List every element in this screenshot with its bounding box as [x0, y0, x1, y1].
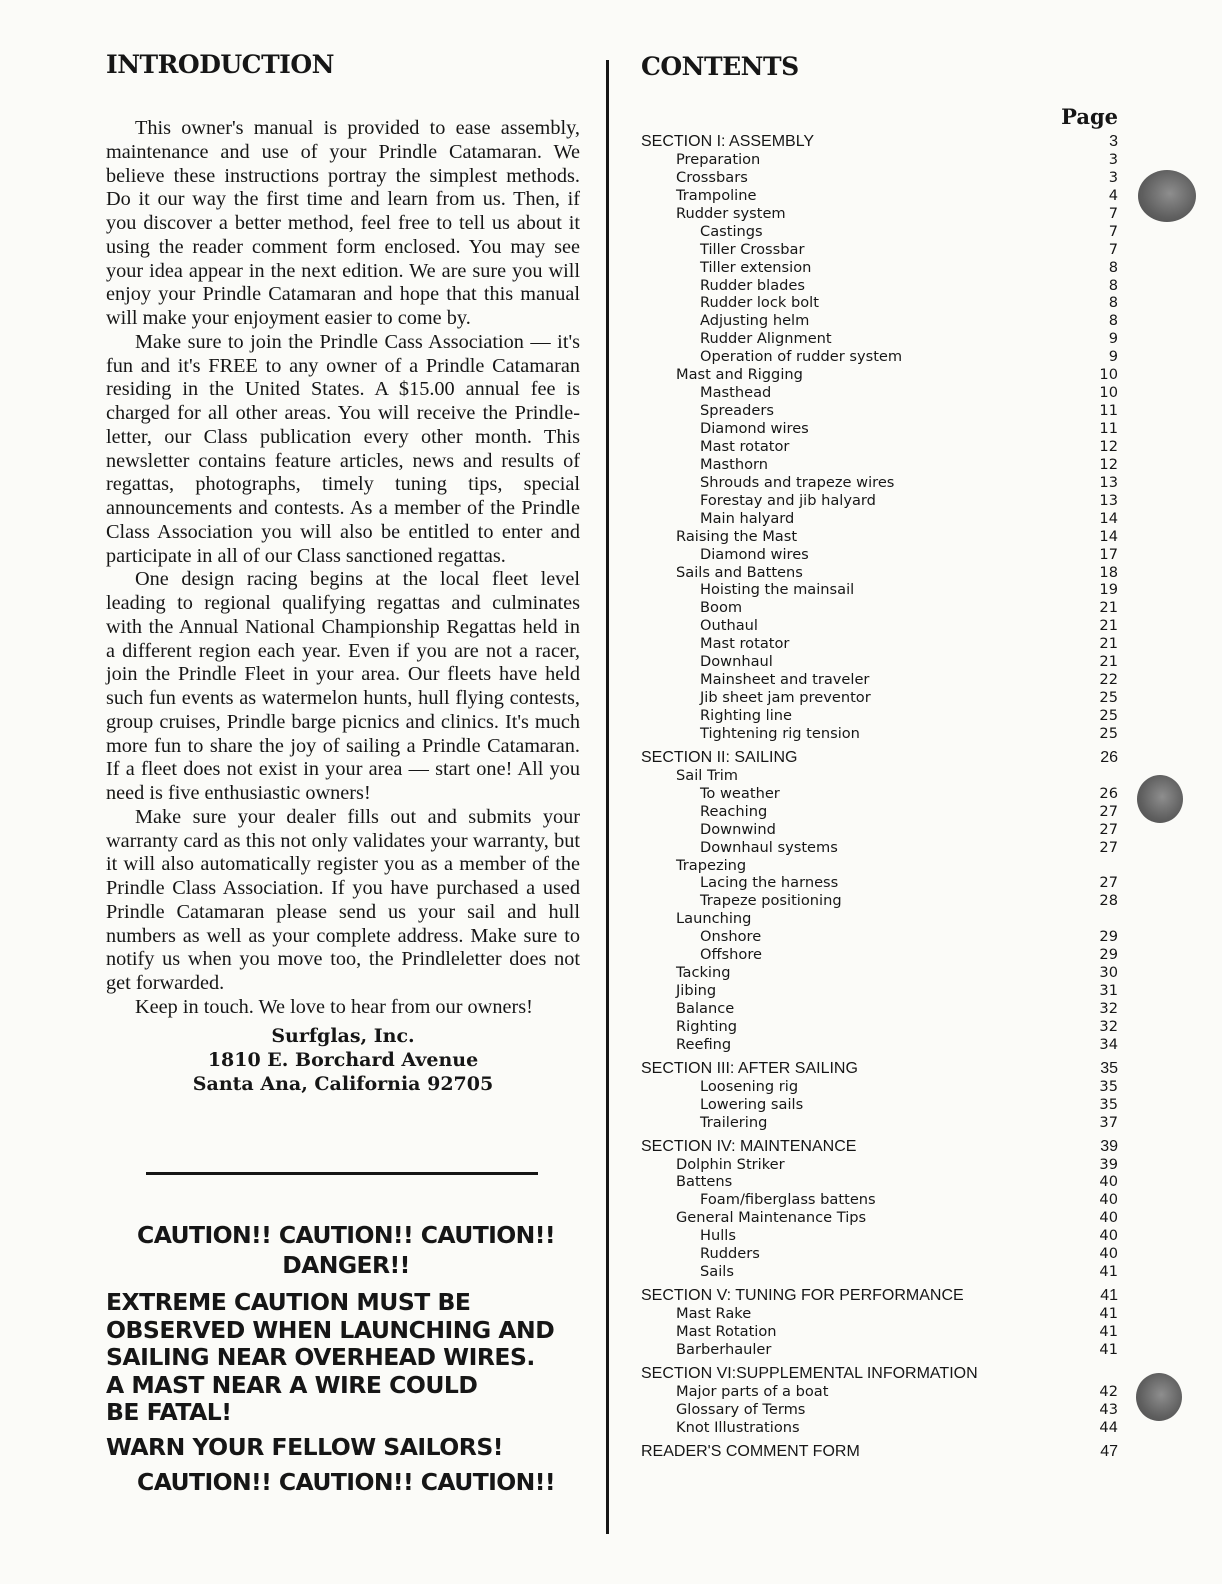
- toc-page-number: 7: [1108, 204, 1118, 222]
- toc-label: Adjusting helm: [700, 312, 810, 330]
- toc-entry: [641, 1078, 1118, 1096]
- toc-label: Onshore: [700, 928, 762, 946]
- toc-label: Barberhauler: [676, 1340, 772, 1358]
- toc-page-number: 35: [1100, 1059, 1118, 1077]
- toc-entry: [641, 456, 1118, 474]
- toc-entry: [641, 785, 1118, 803]
- toc-page-number: 32: [1099, 1000, 1118, 1017]
- toc-page-number: 27: [1099, 820, 1118, 838]
- toc-page-number: 25: [1099, 689, 1118, 707]
- toc-label: Mast Rake: [676, 1305, 752, 1322]
- toc-entry: [641, 564, 1118, 582]
- toc-entry: [641, 528, 1118, 546]
- toc-entry: [641, 617, 1118, 635]
- toc-entry: [641, 1341, 1118, 1359]
- toc-page-number: 42: [1099, 1382, 1118, 1400]
- toc-label: Hoisting the mainsail: [700, 581, 855, 599]
- toc-label: Major parts of a boat: [676, 1382, 829, 1400]
- toc-label: Crossbars: [676, 168, 748, 186]
- toc-entry: [641, 857, 1118, 875]
- toc-page-number: 40: [1099, 1191, 1118, 1209]
- introduction-column: [106, 50, 580, 1096]
- toc-label: Lacing the harness: [700, 874, 839, 892]
- company-address: [106, 1024, 580, 1096]
- danger-line: DANGER!!: [282, 1251, 410, 1279]
- toc-entry: [641, 384, 1118, 402]
- toc-entry: [641, 1383, 1118, 1401]
- toc-label: Dolphin Striker: [676, 1155, 785, 1173]
- toc-label: Mast rotator: [700, 437, 790, 455]
- binder-hole: [1138, 170, 1196, 222]
- toc-page-number: 22: [1099, 671, 1118, 689]
- contents-heading: CONTENTS: [641, 52, 799, 81]
- toc-entry: [641, 982, 1118, 1000]
- toc-label: Mainsheet and traveler: [700, 671, 870, 689]
- toc-page-number: 39: [1099, 1155, 1118, 1173]
- warn-fellow-sailors: WARN YOUR FELLOW SAILORS!: [106, 1432, 504, 1461]
- column-divider: [606, 60, 609, 1534]
- toc-label: Diamond wires: [700, 545, 809, 563]
- toc-page-number: 40: [1099, 1245, 1118, 1263]
- toc-label: Trailering: [700, 1113, 768, 1131]
- warning-line: BE FATAL!: [106, 1398, 232, 1427]
- toc-page-number: 12: [1099, 455, 1118, 473]
- toc-page-number: 13: [1099, 473, 1118, 491]
- toc-label: Battens: [676, 1173, 733, 1191]
- toc-section: [641, 1365, 1118, 1383]
- toc-label: Rudders: [700, 1245, 760, 1263]
- toc-entry: [641, 420, 1118, 438]
- toc-page-number: 3: [1108, 150, 1118, 168]
- toc-label: Spreaders: [700, 402, 774, 420]
- toc-entry: [641, 474, 1118, 492]
- toc-label: Masthorn: [700, 455, 769, 473]
- horizontal-rule: [146, 1172, 538, 1175]
- toc-entry: [641, 1000, 1118, 1018]
- toc-page-number: 8: [1108, 258, 1118, 276]
- toc-page-number: 30: [1099, 964, 1118, 982]
- toc-label: SECTION V: TUNING FOR PERFORMANCE: [641, 1287, 964, 1305]
- toc-entry: [641, 653, 1118, 671]
- toc-page-number: 11: [1099, 402, 1118, 420]
- toc-page-number: 35: [1099, 1095, 1118, 1113]
- binder-hole: [1137, 775, 1183, 823]
- toc-entry: [641, 294, 1118, 312]
- binder-hole: [1136, 1373, 1182, 1421]
- toc-entry: [641, 1096, 1118, 1114]
- toc-label: Glossary of Terms: [676, 1400, 806, 1418]
- toc-section: [641, 1287, 1118, 1305]
- caution-line: CAUTION!! CAUTION!! CAUTION!!: [137, 1467, 555, 1496]
- toc-page-number: 11: [1099, 420, 1118, 437]
- toc-entry: [641, 510, 1118, 528]
- toc-page-number: 39: [1100, 1137, 1118, 1155]
- toc-label: Mast rotator: [700, 635, 790, 653]
- intro-paragraph: This owner's manual is provided to ease assembly, maintenance and use of your Prindle Catamaran. We believe these instructions portray the simplest methods. Do it our way the first time and learn from us. Then, if you discover a better method, feel free to tell us about it using the reader comment form enclosed. You may see your idea appear in the next edition. We are sure you will enjoy your Prindle Catamaran and hope that this manual will make your enjoyment easier to come by.: [106, 117, 580, 329]
- toc-label: Hulls: [700, 1227, 736, 1245]
- toc-label: Sails and Battens: [676, 563, 803, 581]
- toc-page-number: 35: [1099, 1077, 1118, 1095]
- intro-paragraph: One design racing begins at the local fleet level leading to regional qualifying regattas and culminates with the Annual National Championship Regattas held in a different region each year. Even if you are not a racer, join the Prindle Fleet in your area. Our fleets have held such fun events as watermelon hunts, hull flying contests, group cruises, Prindle barge picnics and clinics. It's much more fun to share the joy of sailing a Prindle Catamaran. If a fleet does not exist in your area — start one! All you need is five enthusiastic owners!: [106, 568, 580, 804]
- toc-page-number: 13: [1099, 491, 1118, 509]
- toc-entry: [641, 546, 1118, 564]
- toc-label: Reaching: [700, 802, 768, 820]
- toc-entry: [641, 910, 1118, 928]
- street-address: 1810 E. Borchard Avenue: [207, 1048, 479, 1071]
- toc-page-number: 7: [1108, 222, 1118, 240]
- toc-entry: [641, 803, 1118, 821]
- toc-page-number: 7: [1108, 240, 1118, 258]
- toc-page-number: 3: [1108, 168, 1118, 186]
- toc-page-number: 9: [1108, 348, 1118, 366]
- toc-page-number: 47: [1100, 1442, 1118, 1460]
- toc-entry: [641, 492, 1118, 510]
- toc-label: To weather: [700, 784, 780, 802]
- toc-entry: [641, 1227, 1118, 1245]
- company-name: Surfglas, Inc.: [271, 1024, 415, 1047]
- toc-page-number: 41: [1099, 1322, 1118, 1340]
- toc-entry: [641, 1419, 1118, 1437]
- toc-page-number: 12: [1099, 437, 1118, 455]
- toc-entry: [641, 1156, 1118, 1174]
- toc-page-number: 21: [1099, 635, 1118, 653]
- toc-label: Jibing: [676, 982, 717, 1000]
- toc-label: Offshore: [700, 946, 762, 964]
- toc-entry: [641, 581, 1118, 599]
- page-column-header: Page: [1061, 104, 1118, 129]
- toc-entry: [641, 946, 1118, 964]
- toc-label: Mast and Rigging: [676, 366, 803, 384]
- toc-page-number: 29: [1099, 946, 1118, 964]
- toc-label: Rudder blades: [700, 276, 805, 294]
- toc-entry: [641, 223, 1118, 241]
- toc-label: SECTION II: SAILING: [641, 748, 798, 766]
- contents-column: [641, 52, 1118, 1461]
- toc-label: Downhaul systems: [700, 838, 838, 856]
- warning-line: EXTREME CAUTION MUST BE: [106, 1288, 471, 1316]
- toc-page-number: 29: [1099, 928, 1118, 946]
- toc-page-number: 18: [1099, 563, 1118, 581]
- toc-entry: [641, 187, 1118, 205]
- toc-page-number: 25: [1099, 724, 1118, 742]
- toc-entry: [641, 1305, 1118, 1323]
- toc-label: Downhaul: [700, 653, 773, 671]
- toc-label: Main halyard: [700, 509, 795, 527]
- toc-page-number: 14: [1099, 509, 1118, 527]
- toc-page-number: 9: [1108, 330, 1118, 348]
- toc-page-number: 44: [1099, 1418, 1118, 1436]
- toc-page-number: 26: [1099, 784, 1118, 802]
- intro-paragraph: Keep in touch. We love to hear from our owners!: [135, 995, 533, 1018]
- toc-entry: [641, 839, 1118, 857]
- toc-page-number: 8: [1108, 312, 1118, 330]
- toc-label: SECTION VI:SUPPLEMENTAL INFORMATION: [641, 1364, 978, 1382]
- toc-label: Castings: [700, 222, 763, 240]
- intro-paragraph: Make sure to join the Prindle Cass Association — it's fun and it's FREE to any owner of a Prindle Catamaran residing in the United States. A $15.00 annual fee is charged for all other areas. You will receive the Prindle-letter, our Class publication every other month. This newsletter contains feature articles, news and results of regattas, photographs, timely tuning tips, special announcements and contests. As a member of the Prindle Class Association you will also be entitled to enter and participate in all of our Class sanctioned regattas.: [106, 330, 580, 567]
- toc-entry: [641, 671, 1118, 689]
- toc-label: Lowering sails: [700, 1095, 804, 1113]
- toc-label: Foam/fiberglass battens: [700, 1191, 876, 1209]
- caution-line: CAUTION!! CAUTION!! CAUTION!!: [137, 1221, 555, 1249]
- toc-entry: [641, 1114, 1118, 1132]
- toc-page-number: 41: [1099, 1305, 1118, 1322]
- toc-page-number: 21: [1099, 599, 1118, 617]
- toc-label: Righting: [676, 1017, 737, 1035]
- toc-entry: [641, 964, 1118, 982]
- toc-entry: [641, 635, 1118, 653]
- city-state-zip: Santa Ana, California 92705: [192, 1072, 494, 1095]
- toc-label: Tacking: [676, 964, 731, 982]
- toc-label: Balance: [676, 1000, 735, 1017]
- toc-entry: [641, 277, 1118, 295]
- toc-label: Trapeze positioning: [700, 892, 842, 910]
- toc-page-number: 34: [1099, 1035, 1118, 1053]
- toc-label: Jib sheet jam preventor: [700, 689, 871, 707]
- toc-page-number: 17: [1099, 545, 1118, 563]
- toc-label: Launching: [676, 910, 752, 928]
- toc-page-number: 19: [1099, 581, 1118, 599]
- toc-entry: [641, 1191, 1118, 1209]
- toc-label: Tiller extension: [700, 258, 812, 276]
- toc-label: Mast Rotation: [676, 1322, 777, 1340]
- toc-entry: [641, 1018, 1118, 1036]
- toc-label: Operation of rudder system: [700, 348, 903, 366]
- toc-page-number: 3: [1109, 133, 1118, 150]
- toc-page-number: 27: [1099, 874, 1118, 892]
- toc-page-number: 14: [1099, 527, 1118, 545]
- toc-entry: [641, 348, 1118, 366]
- toc-label: Preparation: [676, 150, 761, 168]
- toc-page-number: 27: [1099, 838, 1118, 856]
- toc-entry: [641, 330, 1118, 348]
- extreme-caution-warning: [106, 1289, 586, 1427]
- toc-entry: [641, 767, 1118, 785]
- toc-page-number: 25: [1099, 707, 1118, 724]
- toc-entry: [641, 438, 1118, 456]
- toc-label: Tiller Crossbar: [700, 240, 805, 258]
- toc-label: SECTION III: AFTER SAILING: [641, 1059, 858, 1077]
- toc-label: Reefing: [676, 1035, 732, 1053]
- toc-label: Knot Illustrations: [676, 1418, 800, 1436]
- toc-label: Raising the Mast: [676, 527, 798, 545]
- toc-label: READER'S COMMENT FORM: [641, 1442, 860, 1460]
- toc-section: [641, 133, 1118, 151]
- toc-page-number: 40: [1099, 1227, 1118, 1245]
- toc-section: [641, 1060, 1118, 1078]
- toc-section: [641, 749, 1118, 767]
- warning-line: A MAST NEAR A WIRE COULD: [106, 1370, 478, 1399]
- introduction-body: [106, 117, 580, 1020]
- toc-entry: [641, 312, 1118, 330]
- toc-label: Forestay and jib halyard: [700, 491, 876, 509]
- toc-entry: [641, 874, 1118, 892]
- toc-entry: [641, 1173, 1118, 1191]
- toc-entry: [641, 402, 1118, 420]
- warning-line: SAILING NEAR OVERHEAD WIRES.: [106, 1343, 535, 1372]
- toc-label: Boom: [700, 599, 743, 617]
- toc-page-number: 40: [1099, 1209, 1118, 1227]
- toc-entry: [641, 205, 1118, 223]
- toc-page-number: 41: [1099, 1340, 1118, 1358]
- toc-label: Shrouds and trapeze wires: [700, 473, 895, 491]
- toc-entry: [641, 892, 1118, 910]
- toc-page-number: 41: [1100, 1287, 1118, 1305]
- toc-label: Righting line: [700, 707, 792, 724]
- toc-entry: [641, 169, 1118, 187]
- toc-page-number: 41: [1099, 1263, 1118, 1281]
- toc-entry: [641, 1209, 1118, 1227]
- toc-entry: [641, 689, 1118, 707]
- toc-entry: [641, 928, 1118, 946]
- table-of-contents: [641, 133, 1118, 1461]
- toc-label: Trampoline: [676, 186, 757, 204]
- toc-entry: [641, 151, 1118, 169]
- toc-entry: [641, 1263, 1118, 1281]
- toc-page-number: 21: [1099, 653, 1118, 671]
- toc-label: Masthead: [700, 384, 772, 402]
- toc-entry: [641, 821, 1118, 839]
- toc-page-number: 40: [1099, 1173, 1118, 1191]
- toc-page-number: 8: [1108, 294, 1118, 312]
- toc-page-number: 4: [1108, 186, 1118, 204]
- toc-label: Downwind: [700, 820, 776, 838]
- toc-label: Rudder lock bolt: [700, 294, 819, 312]
- toc-label: Trapezing: [676, 856, 747, 874]
- toc-label: SECTION IV: MAINTENANCE: [641, 1137, 857, 1155]
- toc-section: [641, 1138, 1118, 1156]
- toc-entry: [641, 599, 1118, 617]
- toc-label: Sail Trim: [676, 766, 738, 784]
- toc-entry: [641, 366, 1118, 384]
- toc-page-number: 8: [1108, 276, 1118, 294]
- toc-label: Outhaul: [700, 617, 758, 635]
- toc-page-number: 10: [1099, 384, 1118, 402]
- caution-notice: [106, 1220, 586, 1497]
- toc-page-number: 27: [1099, 802, 1118, 820]
- toc-entry: [641, 259, 1118, 277]
- toc-entry: [641, 725, 1118, 743]
- toc-label: General Maintenance Tips: [676, 1209, 867, 1227]
- toc-entry: [641, 1245, 1118, 1263]
- toc-page-number: 43: [1099, 1400, 1118, 1418]
- toc-section: [641, 1443, 1118, 1461]
- toc-label: Diamond wires: [700, 420, 809, 437]
- toc-label: SECTION I: ASSEMBLY: [641, 133, 815, 150]
- toc-label: Loosening rig: [700, 1077, 799, 1095]
- toc-page-number: 31: [1099, 982, 1118, 1000]
- toc-label: Tightening rig tension: [700, 724, 860, 742]
- toc-page-number: 32: [1099, 1017, 1118, 1035]
- toc-page-number: 10: [1099, 366, 1118, 384]
- toc-entry: [641, 241, 1118, 259]
- toc-page-number: 21: [1099, 617, 1118, 635]
- toc-page-number: 37: [1099, 1113, 1118, 1131]
- toc-label: Rudder Alignment: [700, 330, 832, 348]
- toc-page-number: 28: [1099, 892, 1118, 910]
- toc-entry: [641, 707, 1118, 725]
- warning-line: OBSERVED WHEN LAUNCHING AND: [106, 1315, 555, 1344]
- toc-label: Sails: [700, 1263, 734, 1281]
- toc-label: Rudder system: [676, 204, 786, 222]
- toc-entry: [641, 1401, 1118, 1419]
- toc-entry: [641, 1036, 1118, 1054]
- intro-paragraph: Make sure your dealer fills out and submits your warranty card as this not only validates your warranty, but it will also automatically register you as a member of the Prindle Class Association. If you have purchased a used Prindle Catamaran please send us your sail and hull numbers as well as your complete address. Make sure to notify us when you move too, the Prindleletter does not get forwarded.: [106, 805, 580, 994]
- introduction-heading: INTRODUCTION: [106, 50, 335, 79]
- toc-entry: [641, 1323, 1118, 1341]
- toc-page-number: 26: [1100, 748, 1118, 766]
